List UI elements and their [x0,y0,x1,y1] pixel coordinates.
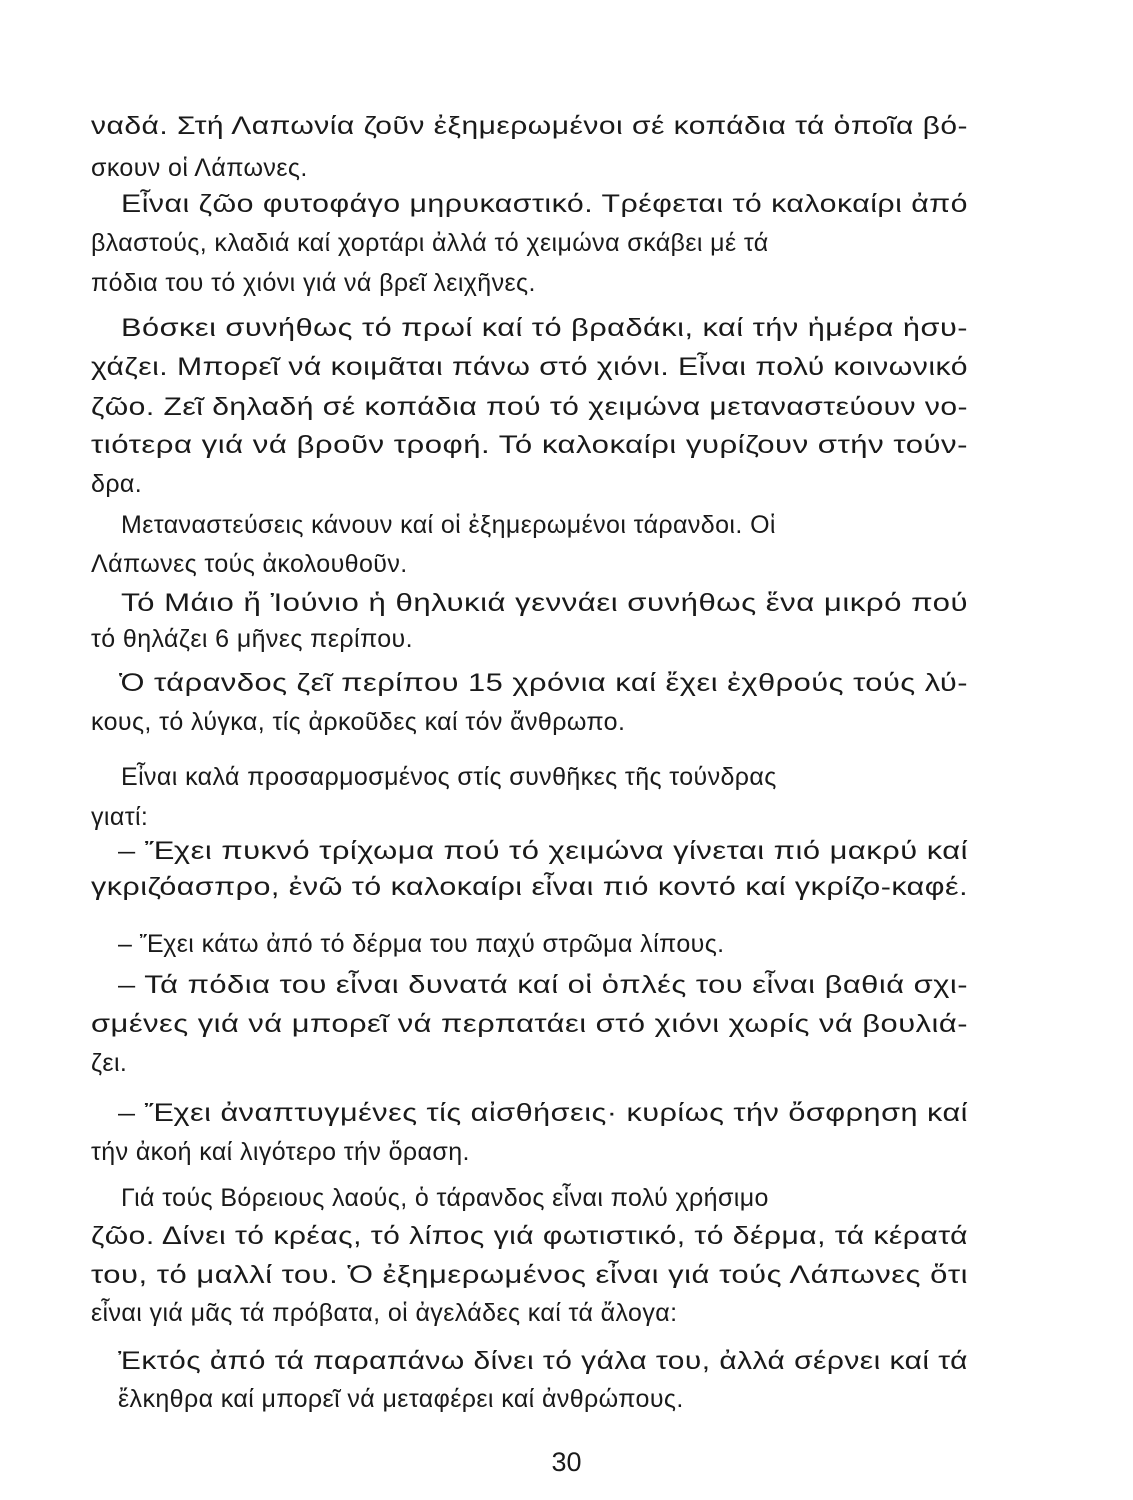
text-line [0,665,1133,701]
text-line [0,926,1133,962]
text-line [0,869,1133,905]
text-line [0,967,1133,1003]
text-line-content: Λάπωνες τούς ἀκολουθοῦν. [91,550,408,578]
text-line-content: γιατί: [91,803,149,831]
text-line [0,310,1133,346]
text-line [0,799,1133,835]
text-line [0,1257,1133,1293]
text-line-content: βλαστούς, κλαδιά καί χορτάρι ἀλλά τό χειμώνα σκάβει μέ τά [91,229,769,257]
text-line [0,1045,1133,1081]
text-line-content: – Ἔχει κάτω ἀπό τό δέρμα του παχύ στρῶμα λίπους. [118,930,725,958]
text-line [0,108,1133,144]
text-line-content: Τό Μάιο ἤ Ἰούνιο ἡ θηλυκιά γεννάει συνήθως ἕνα μικρό πού [121,589,969,617]
text-line-content: σκουν οἱ Λάπωνες. [91,154,308,182]
text-line-content: ζῶο. Ζεῖ δηλαδή σέ κοπάδια πού τό χειμώνα μεταναστεύουν νο- [91,393,969,421]
text-line [0,427,1133,463]
text-line-content: τό θηλάζει 6 μῆνες περίπου. [91,625,413,653]
text-line-content: Εἶναι καλά προσαρμοσμένος στίς συνθῆκες τῆς τούνδρας [121,763,777,791]
text-line [0,585,1133,621]
text-line-content: τιότερα γιά νά βροῦν τροφή. Τό καλοκαίρι γυρίζουν στήν τούν- [91,431,969,459]
text-line-content: Γιά τούς Βόρειους λαούς, ὁ τάρανδος εἶναι πολύ χρήσιμο [121,1184,769,1212]
text-line [0,1295,1133,1331]
text-line-content: πόδια του τό χιόνι γιά νά βρεῖ λειχῆνες. [91,269,536,297]
page-number: 30 [551,1447,582,1477]
text-line [0,1006,1133,1042]
text-line [0,1180,1133,1216]
text-line-content: Ἐκτός ἀπό τά παραπάνω δίνει τό γάλα του, ἀλλά σέρνει καί τά [118,1347,968,1375]
text-line [0,507,1133,543]
text-line [0,833,1133,869]
text-line [0,704,1133,740]
text-line-content: γκριζόασπρο, ἐνῶ τό καλοκαίρι εἶναι πιό κοντό καί γκρίζο-καφέ. [91,873,969,901]
text-line [0,150,1133,186]
text-line [0,265,1133,301]
text-line-content: δρα. [91,470,143,498]
text-line [0,1134,1133,1170]
text-line [0,389,1133,425]
text-line [0,186,1133,222]
text-line-content: Βόσκει συνήθως τό πρωί καί τό βραδάκι, καί τήν ἡμέρα ἡσυ- [121,314,968,342]
text-line-content: τήν ἀκοή καί λιγότερο τήν ὅραση. [91,1138,470,1166]
text-line-content: – Τά πόδια του εἶναι δυνατά καί οἱ ὁπλές του εἶναι βαθιά σχι- [118,971,969,999]
text-line-content: χάζει. Μπορεῖ νά κοιμᾶται πάνω στό χιόνι. Εἶναι πολύ κοινωνικό [91,353,968,381]
text-line-content: – Ἔχει πυκνό τρίχωμα πού τό χειμώνα γίνεται πιό μακρύ καί [118,837,969,865]
text-line [0,1381,1133,1417]
text-line [0,466,1133,502]
text-line [0,349,1133,385]
text-line-content: σμένες γιά νά μπορεῖ νά περπατάει στό χιόνι χωρίς νά βουλιά- [91,1010,968,1038]
text-line [0,225,1133,261]
text-line-content: του, τό μαλλί του. Ὁ ἐξημερωμένος εἶναι γιά τούς Λάπωνες ὅτι [91,1261,968,1289]
text-line [0,546,1133,582]
text-line [0,1218,1133,1254]
text-line [0,1095,1133,1131]
text-line-content: κους, τό λύγκα, τίς ἀρκοῦδες καί τόν ἄνθρωπο. [91,708,626,736]
text-line-content: Εἶναι ζῶο φυτοφάγο μηρυκαστικό. Τρέφεται τό καλοκαίρι ἀπό [121,190,968,218]
text-line-content: ναδά. Στή Λαπωνία ζοῦν ἐξημερωμένοι σέ κοπάδια τά ὁποῖα βό- [91,112,969,140]
text-line-content: Ὁ τάρανδος ζεῖ περίπου 15 χρόνια καί ἔχει ἐχθρούς τούς λύ- [119,669,968,697]
text-line [0,759,1133,795]
text-line-content: – Ἔχει ἀναπτυγμένες τίς αἰσθήσεις· κυρίως τήν ὄσφρηση καί [118,1099,968,1127]
text-line [0,1343,1133,1379]
text-line [0,621,1133,657]
text-line-content: ζει. [91,1049,128,1077]
text-line-content: ζῶο. Δίνει τό κρέας, τό λίπος γιά φωτιστικό, τό δέρμα, τά κέρατά [91,1222,968,1250]
text-line-content: Μεταναστεύσεις κάνουν καί οἱ ἐξημερωμένοι τάρανδοι. Οἱ [121,511,776,539]
text-line-content: εἶναι γιά μᾶς τά πρόβατα, οἱ ἀγελάδες καί τά ἄλογα: [91,1299,678,1327]
text-line-content: ἔλκηθρα καί μπορεῖ νά μεταφέρει καί ἀνθρώπους. [118,1385,684,1413]
